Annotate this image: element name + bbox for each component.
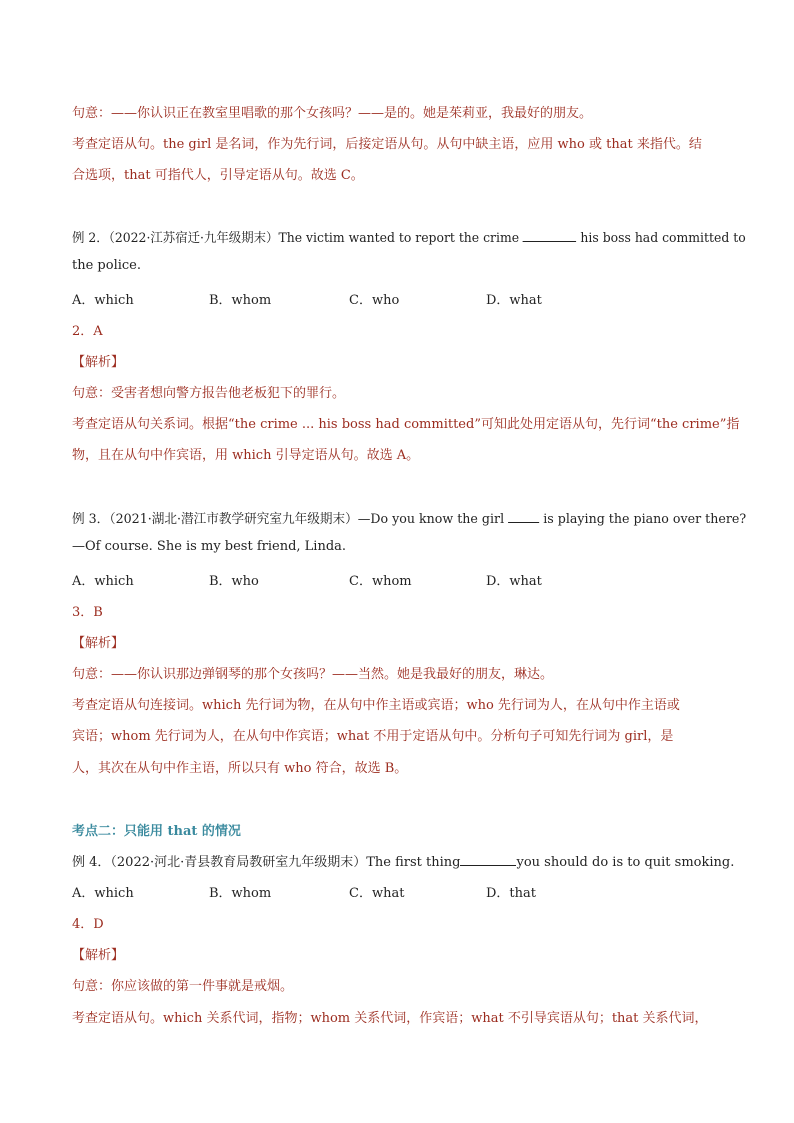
option-d: D．that <box>486 886 536 901</box>
answer-blank <box>523 230 576 242</box>
example3-question-suffix: is playing the piano over there? <box>543 512 747 527</box>
option-b: B．whom <box>209 886 272 901</box>
example3-analysis-line1: 考查定语从句连接词。which 先行词为物，在从句中作主语或宾语；who 先行词为人，在从句中作主语或 <box>72 698 680 713</box>
example2-question-suffix: his boss had committed to <box>580 231 746 246</box>
example3-jiexi-label: 【解析】 <box>72 636 125 651</box>
example2-question-prefix: 例 2．（2022·江苏宿迁·九年级期末）The victim wanted to report the crime <box>72 231 520 246</box>
example4-question-prefix: 例 4．（2022·河北·青县教育局教研室九年级期末）The first thing <box>72 855 461 870</box>
section-heading: 考点二：只能用 that 的情况 <box>72 824 241 839</box>
example4-question-suffix: you should do is to quit smoking. <box>516 855 735 870</box>
example3-analysis-line2: 宾语；whom 先行词为人，在从句中作宾语；what 不用于定语从句中。分析句子可知先行词为 girl，是 <box>72 729 674 744</box>
answer-blank <box>508 511 539 523</box>
example3-question-line2: —Of course. She is my best friend, Linda. <box>72 539 347 554</box>
option-a: A．which <box>72 886 134 901</box>
example2-jiexi-label: 【解析】 <box>72 355 125 370</box>
example1-meaning: 句意：——你认识正在教室里唱歌的那个女孩吗？——是的。她是茱莉亚，我最好的朋友。 <box>72 106 593 121</box>
example2-answer: 2．A <box>72 324 103 339</box>
example3-question-prefix: 例 3．（2021·湖北·潜江市教学研究室九年级期末）—Do you know the girl <box>72 512 505 527</box>
example1-analysis-line2: 合选项，that 可指代人，引导定语从句。故选 C。 <box>72 168 364 183</box>
option-b: B．whom <box>209 293 272 308</box>
example2-meaning: 句意：受害者想向警方报告他老板犯下的罪行。 <box>72 386 346 401</box>
example4-question-line1 <box>72 851 734 870</box>
example1-analysis-line1: 考查定语从句。the girl 是名词，作为先行词，后接定语从句。从句中缺主语，应用 who 或 that 来指代。结 <box>72 137 702 152</box>
example2-question-line2: the police. <box>72 258 141 273</box>
option-c: C．who <box>349 293 400 308</box>
option-c: C．what <box>349 886 405 901</box>
option-d: D．what <box>486 574 542 589</box>
option-c: C．whom <box>349 574 412 589</box>
example4-meaning: 句意：你应该做的第一件事就是戒烟。 <box>72 979 294 994</box>
option-d: D．what <box>486 293 542 308</box>
example2-analysis-line2: 物，且在从句中作宾语，用 which 引导定语从句。故选 A。 <box>72 448 420 463</box>
option-a: A．which <box>72 293 134 308</box>
example4-jiexi-label: 【解析】 <box>72 948 125 963</box>
answer-blank <box>460 854 516 866</box>
example2-question-line1 <box>72 227 746 246</box>
example3-answer: 3．B <box>72 605 103 620</box>
option-a: A．which <box>72 574 134 589</box>
example3-meaning: 句意：——你认识那边弹钢琴的那个女孩吗？——当然。她是我最好的朋友，琳达。 <box>72 667 554 682</box>
example4-answer: 4．D <box>72 917 104 932</box>
example3-question-line1 <box>72 508 746 527</box>
example3-analysis-line3: 人，其次在从句中作主语，所以只有 who 符合，故选 B。 <box>72 761 408 776</box>
example2-analysis-line1: 考查定语从句关系词。根据“the crime ... his boss had committed”可知此处用定语从句，先行词“the crime”指 <box>72 417 740 432</box>
option-b: B．who <box>209 574 259 589</box>
example4-analysis-line1: 考查定语从句。which 关系代词，指物；whom 关系代词，作宾语；what 不引导宾语从句；that 关系代词， <box>72 1011 708 1026</box>
